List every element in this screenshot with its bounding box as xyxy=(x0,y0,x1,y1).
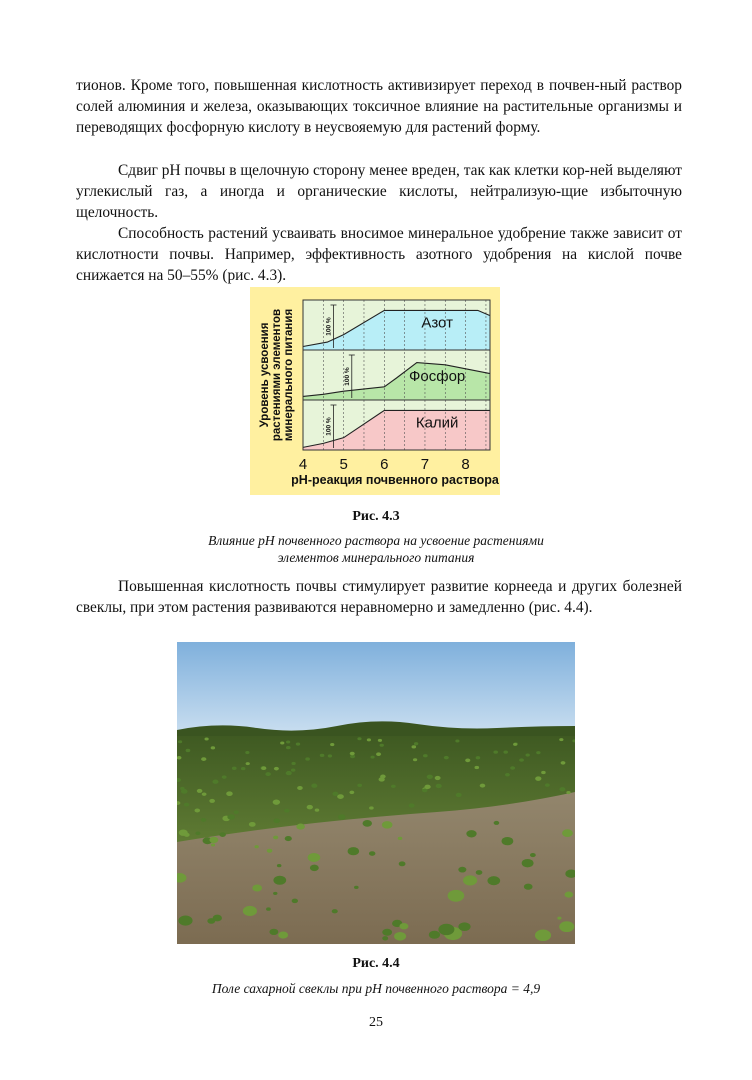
beet-plant xyxy=(476,756,481,759)
series-label-2: Калий xyxy=(415,414,459,432)
beet-plant xyxy=(530,853,536,857)
beet-plant xyxy=(522,859,534,867)
beet-plant xyxy=(266,907,271,910)
beet-plant xyxy=(487,876,500,885)
beet-plant xyxy=(285,836,292,841)
beet-plant xyxy=(286,746,291,749)
figure-4-3-caption-line-1: Влияние pH почвенного раствора на усвоение растениями xyxy=(208,533,544,548)
chart-svg xyxy=(250,287,500,495)
beet-plant xyxy=(184,803,189,807)
beet-plant xyxy=(278,931,288,938)
beet-plant xyxy=(541,771,546,774)
beet-plant xyxy=(505,773,510,776)
beet-plant xyxy=(328,754,332,757)
beet-plant xyxy=(320,754,325,757)
beet-plant xyxy=(348,847,359,855)
beet-plant xyxy=(399,923,408,929)
beet-plant xyxy=(308,853,321,862)
beet-plant xyxy=(226,791,233,796)
beet-plant xyxy=(332,909,338,913)
beet-plant xyxy=(561,761,566,764)
beet-plant xyxy=(566,791,570,794)
beet-plant xyxy=(524,884,533,890)
beet-plant xyxy=(296,743,300,746)
beet-plant xyxy=(273,836,278,840)
beet-plant xyxy=(310,865,319,871)
beet-plant xyxy=(311,784,317,788)
beet-plant xyxy=(448,890,465,902)
figure-4-4-title: Рис. 4.4 xyxy=(352,956,400,971)
beet-plant xyxy=(436,784,442,788)
beet-plant xyxy=(227,814,235,819)
beet-plant xyxy=(234,810,239,814)
beet-plant xyxy=(357,737,361,740)
beet-plant xyxy=(493,750,498,753)
beet-plant xyxy=(209,837,218,843)
beet-field-photo xyxy=(177,642,575,944)
beet-plant xyxy=(536,751,540,754)
beet-plant xyxy=(211,746,215,749)
beet-plant xyxy=(423,754,428,757)
beet-plant xyxy=(181,789,188,794)
x-tick-label-0: 4 xyxy=(298,456,308,473)
beet-plant xyxy=(503,751,508,754)
beet-plant xyxy=(212,780,218,784)
beet-plant xyxy=(197,789,203,793)
beet-plant xyxy=(195,808,201,812)
paragraph-ph-shift: Сдвиг pH почвы в щелочную сторону менее вреден, так как клетки кор-ней выделяют углекислый газ, а иногда и органические кислоты, нейтрализую-щие избыточную щелочность. xyxy=(76,162,682,221)
beet-plant xyxy=(382,929,392,936)
series-label-0: Азот xyxy=(421,314,453,332)
scale-label: 100 % xyxy=(325,417,333,436)
figure-4-4-caption: Поле сахарной свеклы при pH почвенного раствора = 4,9 xyxy=(211,981,541,996)
beet-plant xyxy=(274,818,280,823)
beet-plant xyxy=(545,783,550,787)
paragraph-continuation: тионов. Кроме того, повышенная кислотность активизирует переход в почвен-ный раствор солей алюминия и железа, оказывающих токсичное влияние на растительные организмы и переводящих фосфорную кислоту в неусвояемую для растений форму. xyxy=(76,77,682,136)
beet-plant xyxy=(337,794,344,799)
series-label-1: Фосфор xyxy=(409,368,466,385)
beet-plant xyxy=(476,870,483,875)
beet-plant xyxy=(565,892,574,898)
beet-plant xyxy=(350,752,355,756)
beet-plant xyxy=(424,785,430,789)
beet-plant xyxy=(280,742,284,745)
beet-plant xyxy=(394,932,406,941)
beet-plant xyxy=(370,756,374,759)
beet-plant xyxy=(380,744,384,747)
beet-plant xyxy=(409,803,415,807)
beet-plant xyxy=(369,851,375,856)
beet-plant xyxy=(399,861,406,866)
beet-plant xyxy=(510,766,515,770)
beet-plant xyxy=(458,867,466,873)
beet-plant xyxy=(367,738,371,741)
beet-plant xyxy=(178,916,192,926)
beet-plant xyxy=(179,829,188,835)
beet-plant xyxy=(466,830,476,837)
beet-plant xyxy=(414,742,418,745)
beet-plant xyxy=(277,864,281,867)
beet-plant xyxy=(267,849,273,853)
beet-plant xyxy=(232,767,237,770)
beet-plant xyxy=(330,743,334,746)
x-tick-label-1: 5 xyxy=(339,456,348,473)
beet-plant xyxy=(382,936,388,940)
beet-plant xyxy=(494,821,500,825)
beet-plant xyxy=(213,915,222,922)
beet-plant xyxy=(412,745,417,748)
beet-plant xyxy=(455,740,459,743)
beet-plant xyxy=(332,792,338,796)
beet-plant xyxy=(535,776,541,780)
figure-4-3-caption-line-2: элементов минерального питания xyxy=(277,550,475,565)
x-tick-label-4: 8 xyxy=(461,456,470,473)
beet-plant xyxy=(246,762,250,765)
beet-plant xyxy=(379,777,385,782)
beet-plant xyxy=(201,757,206,761)
figure-4-3-title: Рис. 4.3 xyxy=(352,509,400,524)
beet-plant xyxy=(274,767,279,771)
sky xyxy=(177,642,575,734)
beet-plant xyxy=(315,809,320,812)
figure-4-4-photo xyxy=(177,642,575,944)
beet-plant xyxy=(519,758,524,761)
beet-plant xyxy=(254,845,258,848)
y-axis-label-line-0: Уровень усвоения xyxy=(259,322,271,428)
beet-plant xyxy=(378,739,382,742)
beet-plant xyxy=(382,821,393,829)
beet-plant xyxy=(535,930,551,942)
beet-plant xyxy=(202,792,207,795)
beet-plant xyxy=(559,738,563,741)
beet-plant xyxy=(241,767,245,770)
beet-plant xyxy=(249,822,256,827)
beet-plant xyxy=(204,738,208,741)
beet-plant xyxy=(265,772,271,776)
beet-plant xyxy=(480,784,486,788)
chart-x-axis-label: pH-реакция почвенного раствора xyxy=(291,473,499,487)
beet-plant xyxy=(286,771,292,775)
beet-plant xyxy=(458,922,470,931)
figure-4-3-chart xyxy=(250,287,500,495)
beet-plant xyxy=(186,749,191,752)
beet-plant xyxy=(297,786,303,790)
beet-plant xyxy=(273,892,277,895)
beet-plant xyxy=(261,766,266,770)
beet-plant xyxy=(349,791,354,795)
beet-plant xyxy=(422,788,427,792)
beet-plant xyxy=(526,754,530,757)
beet-plant xyxy=(456,793,462,797)
beet-plant xyxy=(292,899,298,904)
paragraph-fertilizer: Способность растений усваивать вносимое минеральное удобрение также зависит от кислотности почвы. Например, эффективность азотного удобрения на кислой почве снижается на 50–55% (рис. 4.3). xyxy=(76,225,682,284)
beet-plant xyxy=(354,886,359,889)
beet-plant xyxy=(562,829,573,837)
y-axis-label-line-1: растениями элементов xyxy=(271,308,283,442)
paragraph-disease: Повышенная кислотность почвы стимулирует развитие корнееда и других болезней свеклы, при этом растения развиваются неравномерно и замедленно (рис. 4.4). xyxy=(76,578,682,616)
beet-plant xyxy=(398,837,403,840)
beet-plant xyxy=(291,762,295,765)
beet-plant xyxy=(209,799,215,803)
beet-plant xyxy=(502,837,514,845)
beet-plant xyxy=(291,769,295,772)
beet-plant xyxy=(273,800,280,805)
beet-plant xyxy=(201,818,206,822)
beet-plant xyxy=(363,820,372,827)
beet-plant xyxy=(219,832,226,837)
x-tick-label-3: 7 xyxy=(420,456,430,473)
beet-plant xyxy=(559,787,565,791)
scale-label: 100 % xyxy=(343,367,351,386)
scale-label: 100 % xyxy=(325,317,333,336)
beet-plant xyxy=(222,775,227,778)
beet-plant xyxy=(307,805,313,809)
beet-plant xyxy=(273,876,286,885)
beet-plant xyxy=(557,917,561,920)
beet-plant xyxy=(286,741,290,744)
beet-plant xyxy=(435,776,441,780)
y-axis-label-line-2: минерального питания xyxy=(283,308,295,442)
beet-plant xyxy=(465,759,470,763)
beet-plant xyxy=(429,931,440,939)
beet-plant xyxy=(338,814,346,819)
beet-plant xyxy=(245,751,249,754)
beet-plant xyxy=(252,885,262,892)
beet-plant xyxy=(284,809,289,813)
beet-plant xyxy=(438,924,454,935)
beet-plant xyxy=(444,756,449,760)
x-tick-label-2: 6 xyxy=(380,456,389,473)
beet-plant xyxy=(195,832,200,836)
beet-plant xyxy=(513,743,517,746)
beet-plant xyxy=(463,875,477,885)
beet-plant xyxy=(243,906,257,916)
beet-plant xyxy=(413,758,417,761)
beet-plant xyxy=(559,921,574,932)
beet-plant xyxy=(376,752,381,756)
beet-plant xyxy=(305,757,310,760)
beet-plant xyxy=(178,740,182,743)
page-number: 25 xyxy=(369,1015,383,1030)
beet-plant xyxy=(296,824,305,830)
beet-plant xyxy=(269,929,278,935)
beet-plant xyxy=(391,785,396,788)
beet-plant xyxy=(357,784,362,787)
beet-plant xyxy=(211,844,215,847)
beet-plant xyxy=(427,775,433,779)
beet-plant xyxy=(474,766,479,769)
beet-plant xyxy=(369,806,374,809)
